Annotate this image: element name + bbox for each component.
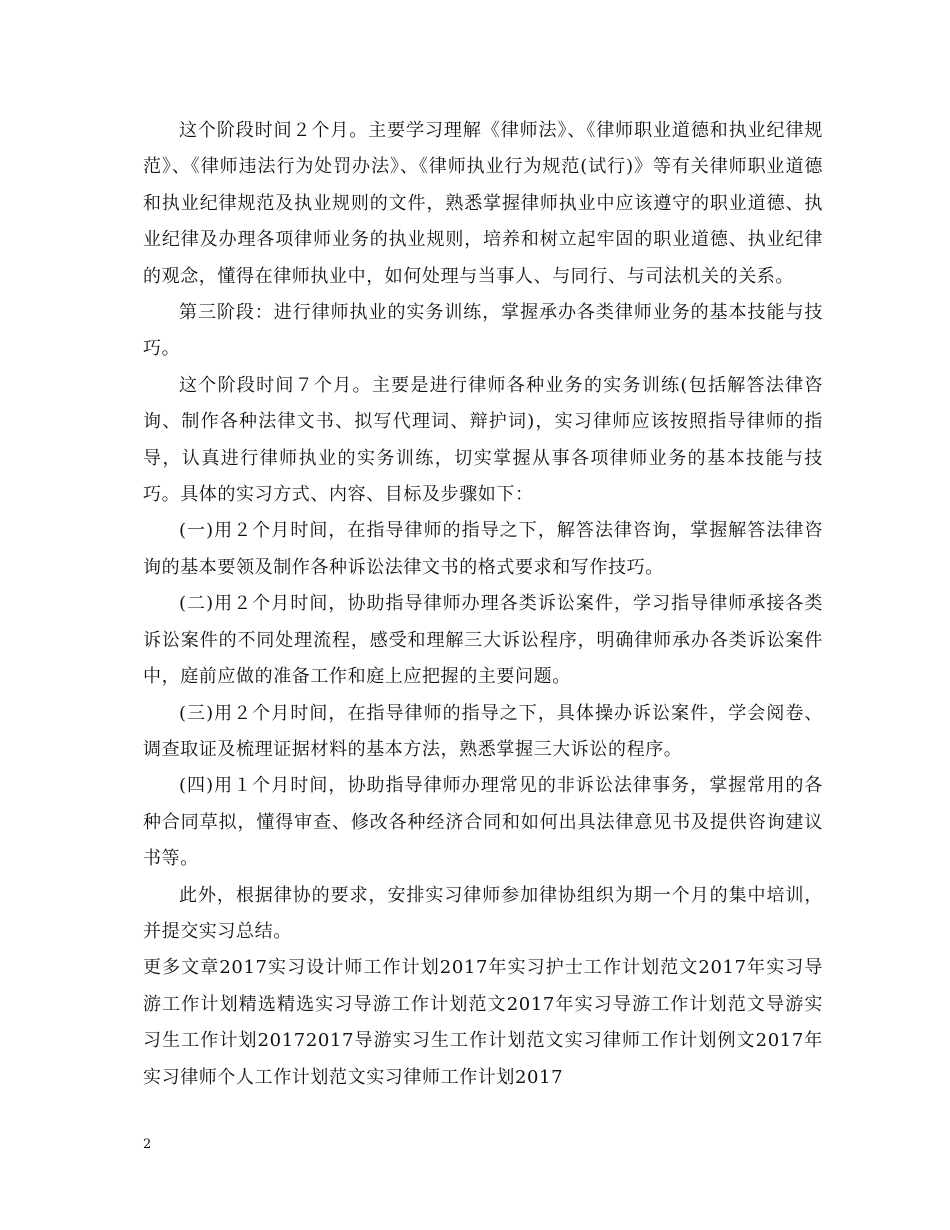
page-number: 2 (143, 1137, 152, 1152)
paragraph: (二)用２个月时间，协助指导律师办理各类诉讼案件，学习指导律师承接各类诉讼案件的不同处理流程，感受和理解三大诉讼程序，明确律师承办各类诉讼案件中，庭前应做的准备工作和庭上应把握的主要问题。 (143, 593, 823, 688)
paragraph: (四)用１个月时间，协助指导律师办理常见的非诉讼法律事务，掌握常用的各种合同草拟，懂得审查、修改各种经济合同和如何出具法律意见书及提供咨询建议书等。 (143, 775, 823, 870)
more-articles-text: 更多文章2017实习设计师工作计划2017年实习护士工作计划范文2017年实习导游工作计划精选精选实习导游工作计划范文2017年实习导游工作计划范文导游实习生工作计划20172017导游实习生工作计划范文实习律师工作计划例文2017年实习律师个人工作计划范文实习律师工作计划2017 (143, 957, 823, 1088)
paragraph: 此外，根据律协的要求，安排实习律师参加律协组织为期一个月的集中培训，并提交实习总结。 (143, 884, 823, 942)
document-body (143, 113, 823, 1096)
paragraph: 这个阶段时间２个月。主要学习理解《律师法》、《律师职业道德和执业纪律规范》、《律师违法行为处罚办法》、《律师执业行为规范(试行)》等有关律师职业道德和执业纪律规范及执业规则的文件，熟悉掌握律师执业中应该遵守的职业道德、执业纪律及办理各项律师业务的执业规则，培养和树立起牢固的职业道德、执业纪律的观念，懂得在律师执业中，如何处理与当事人、与同行、与司法机关的关系。 (143, 120, 823, 287)
paragraph: (三)用２个月时间，在指导律师的指导之下，具体操办诉讼案件，学会阅卷、调查取证及梳理证据材料的基本方法，熟悉掌握三大诉讼的程序。 (143, 702, 823, 760)
paragraph: (一)用２个月时间，在指导律师的指导之下，解答法律咨询，掌握解答法律咨询的基本要领及制作各种诉讼法律文书的格式要求和写作技巧。 (143, 520, 823, 578)
paragraph: 第三阶段：进行律师执业的实务训练，掌握承办各类律师业务的基本技能与技巧。 (143, 302, 823, 360)
paragraph: 这个阶段时间７个月。主要是进行律师各种业务的实务训练(包括解答法律咨询、制作各种法律文书、拟写代理词、辩护词)，实习律师应该按照指导律师的指导，认真进行律师执业的实务训练，切实掌握从事各项律师业务的基本技能与技巧。具体的实习方式、内容、目标及步骤如下： (143, 374, 823, 506)
